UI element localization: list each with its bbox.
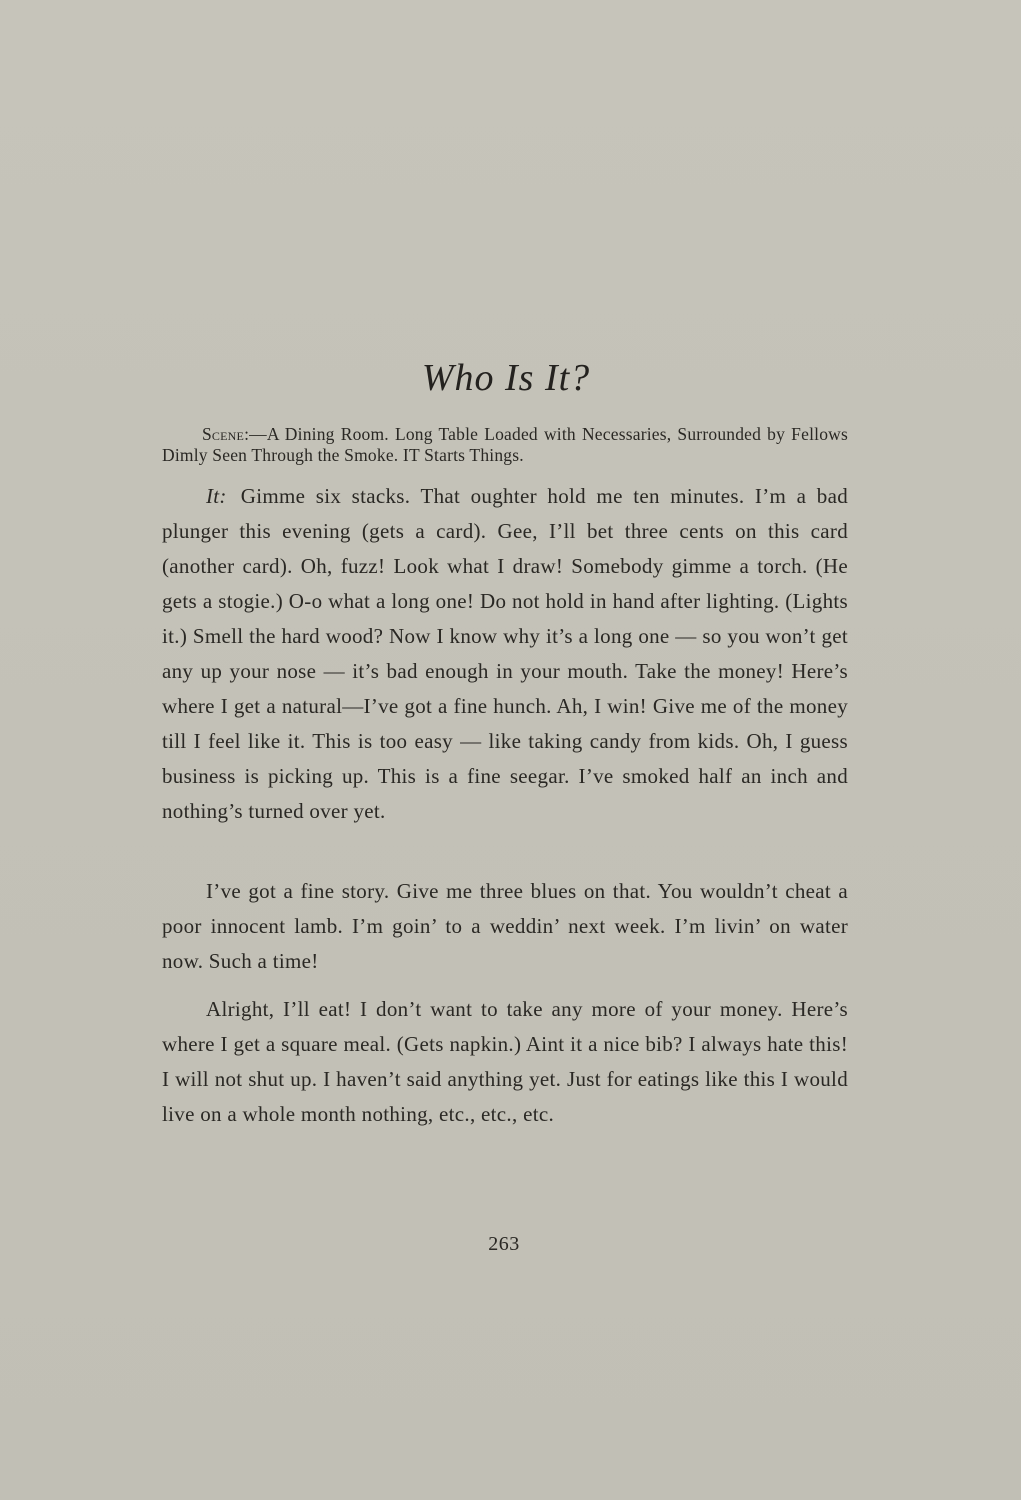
speaker-label: It:: [206, 484, 227, 508]
paragraph-2: I’ve got a fine story. Give me three blues on that. You wouldn’t cheat a poor innocent lamb. I’m goin’ to a weddin’ next week. I’m livin’ on water now. Such a time!: [162, 879, 848, 973]
page-title: Who Is It?: [421, 357, 591, 399]
scene-text: :—A Dining Room. Long Table Loaded with Necessaries, Surrounded by Fellows Dimly Seen Through the Smoke. IT Starts Things.: [162, 424, 848, 465]
paragraph-1-text: Gimme six stacks. That oughter hold me ten minutes. I’m a bad plunger this evening (gets a card). Gee, I’ll bet three cents on this card (another card). Oh, fuzz! Look what I draw! Somebody gimme a torch. (He gets a stogie.) O-o what a long one! Do not hold in hand after lighting. (Lights it.) Smell the hard wood? Now I know why it’s a long one — so you won’t get any up your nose — it’s bad enough in your mouth. Take the money! Here’s where I get a natural—I’ve got a fine hunch. Ah, I win! Give me of the money till I feel like it. This is too easy — like taking candy from kids. Oh, I guess business is picking up. This is a fine seegar. I’ve smoked half an inch and nothing’s turned over yet.: [162, 484, 848, 823]
page-number: 263: [488, 1233, 520, 1255]
paragraph-1: [162, 479, 848, 829]
scene-label: Scene: [202, 424, 245, 444]
paragraph-3: Alright, I’ll eat! I don’t want to take any more of your money. Here’s where I get a square meal. (Gets napkin.) Aint it a nice bib? I always hate this! I will not shut up. I haven’t said anything yet. Just for eatings like this I would live on a whole month nothing, etc., etc., etc.: [162, 997, 848, 1126]
scene-description: [162, 424, 848, 466]
